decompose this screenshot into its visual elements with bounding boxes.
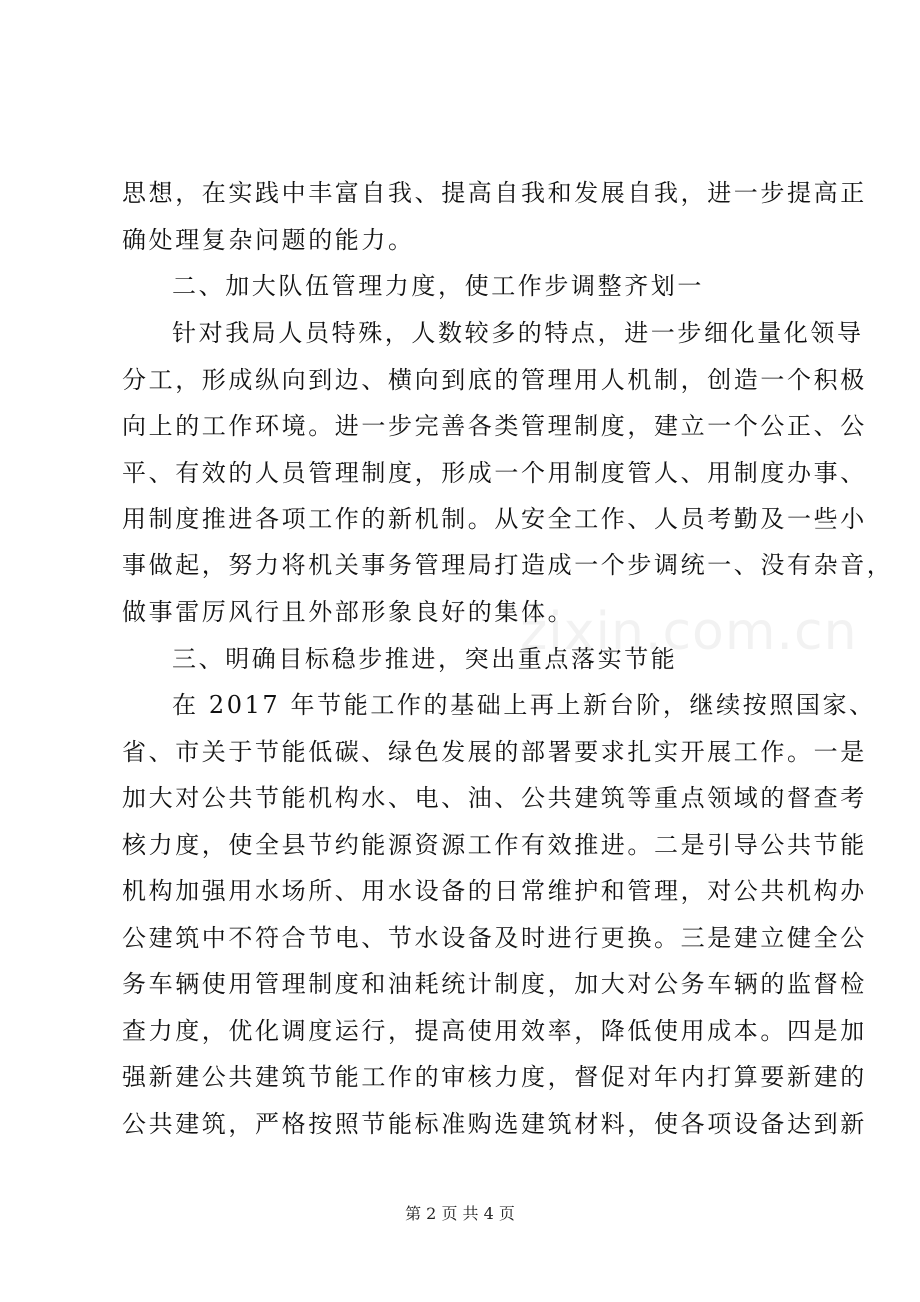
paragraph-line: 务车辆使用管理制度和油耗统计制度，加大对公务车辆的监督检 (122, 970, 867, 998)
paragraph-line: 省、市关于节能低碳、绿色发展的部署要求扎实开展工作。一是 (122, 738, 867, 766)
page-footer: 第 2 页 共 4 页 (405, 1204, 515, 1223)
paragraph-line: 加大对公共节能机构水、电、油、公共建筑等重点领域的督查考 (122, 784, 867, 812)
paragraph-line: 事做起，努力将机关事务管理局打造成一个步调统一、没有杂音， (122, 551, 894, 579)
paragraph-line: 公共建筑，严格按照节能标准购选建筑材料，使各项设备达到新 (122, 1110, 867, 1138)
paragraph-line: 机构加强用水场所、用水设备的日常维护和管理，对公共机构办 (122, 877, 867, 905)
paragraph-line: 用制度推进各项工作的新机制。从安全工作、人员考勤及一些小 (122, 505, 867, 533)
paragraph-line: 向上的工作环境。进一步完善各类管理制度，建立一个公正、公 (122, 412, 867, 440)
watermark: zixin.com.cn (520, 602, 858, 662)
paragraph-line: 核力度，使全县节约能源资源工作有效推进。二是引导公共节能 (122, 831, 867, 859)
section-heading-2: 二、加大队伍管理力度，使工作步调整齐划一 (172, 272, 704, 300)
paragraph-line: 针对我局人员特殊，人数较多的特点，进一步细化量化领导 (172, 319, 864, 347)
paragraph-line: 查力度，优化调度运行，提高使用效率，降低使用成本。四是加 (122, 1017, 867, 1045)
paragraph-line: 平、有效的人员管理制度，形成一个用制度管人、用制度办事、 (122, 459, 867, 487)
paragraph-line: 思想，在实践中丰富自我、提高自我和发展自我，进一步提高正 (122, 179, 867, 207)
paragraph-line: 在 2017 年节能工作的基础上再上新台阶，继续按照国家、 (172, 691, 876, 719)
section-heading-3: 三、明确目标稳步推进，突出重点落实节能 (172, 645, 678, 673)
paragraph-line: 分工，形成纵向到边、横向到底的管理用人机制，创造一个积极 (122, 366, 867, 394)
paragraph-line: 做事雷厉风行且外部形象良好的集体。 (122, 598, 575, 626)
paragraph-line: 公建筑中不符合节电、节水设备及时进行更换。三是建立健全公 (122, 924, 867, 952)
paragraph-line: 强新建公共建筑节能工作的审核力度，督促对年内打算要新建的 (122, 1063, 867, 1091)
paragraph-line: 确处理复杂问题的能力。 (122, 226, 415, 254)
